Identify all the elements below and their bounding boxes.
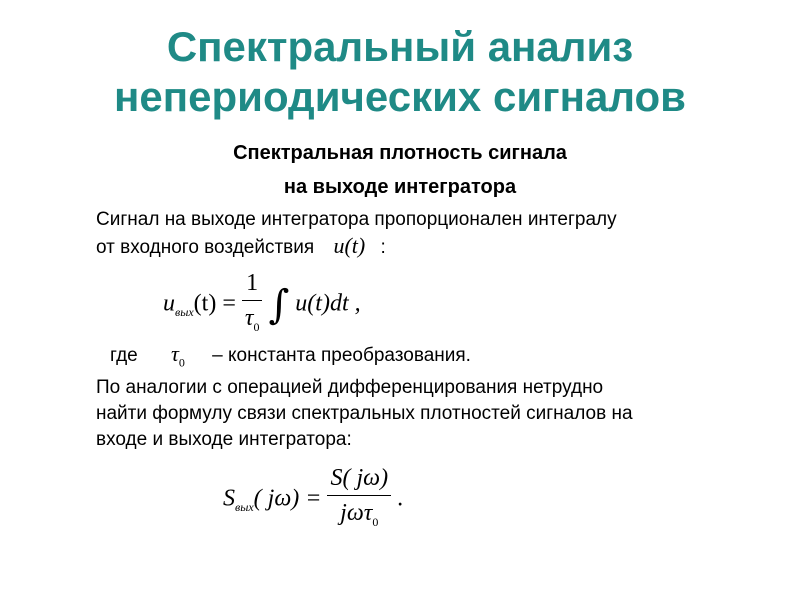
spectral-formula — [223, 463, 403, 537]
f1-den-sub: 0 — [253, 319, 260, 334]
where-label: где — [110, 345, 138, 366]
slide-title — [0, 22, 800, 122]
paragraph-analogy-line-3: входе и выходе интегратора: — [96, 429, 352, 450]
f1-lhs-var: u — [163, 290, 175, 317]
f2-lhs-sub: вых — [235, 500, 254, 515]
integrator-formula — [163, 268, 361, 342]
title-line-1: Спектральный анализ — [166, 23, 634, 70]
tau-formula — [171, 341, 185, 370]
paragraph-analogy-line-1: По аналогии с операцией дифференцирования нетрудно — [96, 377, 604, 398]
f1-fraction — [242, 268, 263, 342]
where-text: – константа преобразования. — [212, 345, 471, 366]
paragraph-integrator — [96, 207, 617, 261]
paragraph-analogy-line-2: найти формулу связи спектральных плотностей сигналов на — [96, 403, 633, 424]
f1-denominator — [242, 301, 263, 342]
f2-lhs-var: S — [223, 485, 235, 512]
slide-subtitle — [0, 136, 800, 204]
integral-sign: ∫ — [268, 281, 290, 328]
subtitle-line-2: на выходе интегратора — [283, 176, 517, 198]
f1-lhs-arg: (t) = — [193, 290, 236, 317]
colon: : — [380, 237, 386, 258]
f2-denominator — [327, 496, 391, 537]
subtitle-line-1: Спектральная плотность сигнала — [233, 142, 567, 164]
f1-lhs-sub: вых — [175, 305, 194, 320]
f1-integrand: u(t)dt , — [295, 290, 361, 317]
f1-den-var: τ — [244, 305, 254, 331]
f2-den-sub: 0 — [372, 514, 379, 529]
f2-den-main: jωτ — [340, 500, 373, 526]
where-line — [110, 341, 471, 375]
input-signal-formula: u(t) — [333, 233, 366, 258]
f2-numerator: S( jω) — [327, 463, 391, 496]
paragraph-integrator-line-2-text: от входного воздействия — [96, 237, 315, 258]
f1-numerator: 1 — [242, 268, 263, 301]
tau-sub: 0 — [178, 355, 185, 370]
f2-lhs-arg: ( jω) = — [253, 485, 322, 512]
paragraph-integrator-line-1: Сигнал на выходе интегратора пропорционален интегралу — [96, 209, 617, 230]
f2-end: . — [397, 485, 404, 512]
title-line-2: непериодических сигналов — [114, 73, 686, 120]
tau-var: τ — [171, 341, 179, 366]
f2-fraction — [327, 463, 391, 537]
paragraph-integrator-line-2 — [96, 233, 617, 261]
paragraph-analogy — [96, 375, 633, 453]
